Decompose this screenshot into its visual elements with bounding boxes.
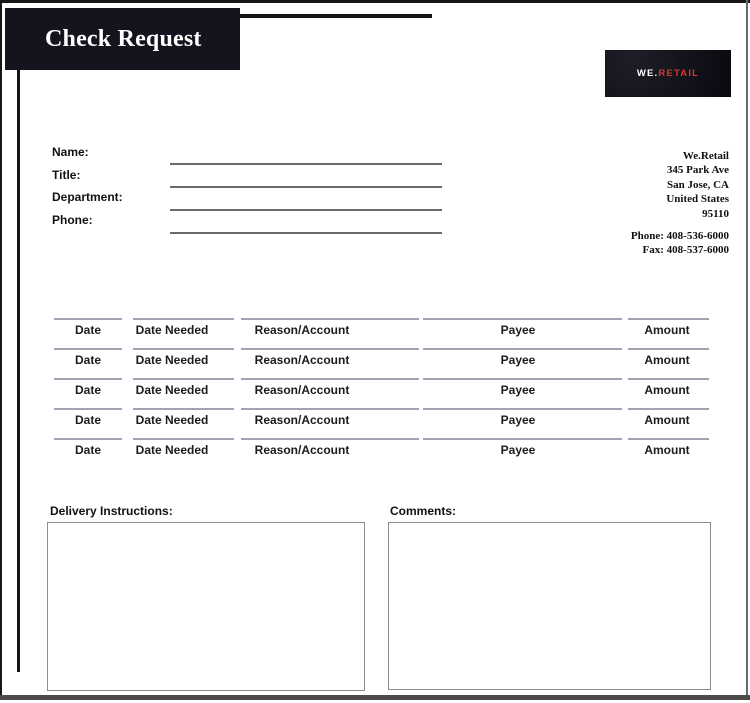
column-header-payee: Payee (500, 323, 536, 337)
entry-line-payee[interactable] (423, 408, 622, 410)
comments-label: Comments: (390, 504, 457, 518)
entry-line-date-needed[interactable] (133, 378, 234, 380)
column-header-amount: Amount (644, 443, 690, 457)
entry-line-reason-account[interactable] (241, 408, 419, 410)
column-header-payee: Payee (500, 413, 536, 427)
entry-line-payee[interactable] (423, 318, 622, 320)
company-name: We.Retail (682, 150, 729, 162)
phone-field-line[interactable] (170, 232, 442, 234)
entry-line-amount[interactable] (628, 378, 709, 380)
page-border-top (0, 0, 750, 3)
entry-line-date[interactable] (54, 318, 122, 320)
entry-line-date-needed[interactable] (133, 438, 234, 440)
header-horizontal-rule (238, 14, 432, 18)
name-field-line[interactable] (170, 163, 442, 165)
column-header-date-needed: Date Needed (135, 353, 209, 367)
column-header-payee: Payee (500, 383, 536, 397)
page-border-bottom (0, 695, 750, 700)
entry-line-date-needed[interactable] (133, 408, 234, 410)
company-address-line: San Jose, CA (666, 178, 729, 191)
entry-line-date[interactable] (54, 378, 122, 380)
entry-line-date-needed[interactable] (133, 318, 234, 320)
column-header-reason-account: Reason/Account (254, 413, 350, 427)
column-header-reason-account: Reason/Account (254, 443, 350, 457)
column-header-date: Date (74, 383, 102, 397)
entry-line-reason-account[interactable] (241, 438, 419, 440)
logo-text-we: WE. (636, 68, 659, 79)
column-header-date-needed: Date Needed (135, 383, 209, 397)
company-fax: Fax: 408-537-6000 (642, 244, 729, 257)
entry-line-payee[interactable] (423, 378, 622, 380)
entry-line-payee[interactable] (423, 348, 622, 350)
column-header-date-needed: Date Needed (135, 443, 209, 457)
entry-line-date[interactable] (54, 408, 122, 410)
title-field-line[interactable] (170, 186, 442, 188)
company-address-line: 95110 (702, 207, 729, 220)
page-title: Check Request (45, 25, 202, 52)
column-header-date: Date (74, 413, 102, 427)
request-table (0, 318, 750, 463)
column-header-amount: Amount (644, 323, 690, 337)
company-info-block (631, 149, 729, 258)
header-title-box (5, 8, 240, 70)
entry-line-amount[interactable] (628, 318, 709, 320)
column-header-reason-account: Reason/Account (254, 323, 350, 337)
entry-line-reason-account[interactable] (241, 318, 419, 320)
column-header-reason-account: Reason/Account (254, 353, 350, 367)
column-header-amount: Amount (644, 413, 690, 427)
column-header-payee: Payee (500, 443, 536, 457)
column-header-date: Date (74, 443, 102, 457)
column-header-amount: Amount (644, 353, 690, 367)
title-field-label: Title: (52, 168, 81, 182)
department-field-line[interactable] (170, 209, 442, 211)
entry-line-date[interactable] (54, 438, 122, 440)
company-phone: Phone: 408-536-6000 (630, 230, 729, 243)
column-header-reason-account: Reason/Account (254, 383, 350, 397)
column-header-date-needed: Date Needed (135, 323, 209, 337)
column-header-date: Date (74, 353, 102, 367)
entry-line-reason-account[interactable] (241, 348, 419, 350)
column-header-payee: Payee (500, 353, 536, 367)
company-address-line: United States (666, 193, 729, 206)
entry-line-date-needed[interactable] (133, 348, 234, 350)
entry-line-amount[interactable] (628, 438, 709, 440)
delivery-instructions-box[interactable] (47, 522, 365, 691)
entry-line-reason-account[interactable] (241, 378, 419, 380)
entry-line-payee[interactable] (423, 438, 622, 440)
delivery-instructions-label: Delivery Instructions: (50, 504, 173, 518)
weretail-logo (605, 50, 731, 97)
entry-line-amount[interactable] (628, 408, 709, 410)
column-header-date: Date (74, 323, 102, 337)
entry-line-date[interactable] (54, 348, 122, 350)
entry-line-amount[interactable] (628, 348, 709, 350)
company-address-line: 345 Park Ave (666, 164, 729, 177)
logo-text-retail: RETAIL (658, 68, 700, 79)
comments-box[interactable] (388, 522, 711, 690)
phone-field-label: Phone: (52, 213, 93, 227)
name-field-label: Name: (52, 145, 89, 159)
column-header-date-needed: Date Needed (135, 413, 209, 427)
department-field-label: Department: (52, 190, 123, 204)
column-header-amount: Amount (644, 383, 690, 397)
